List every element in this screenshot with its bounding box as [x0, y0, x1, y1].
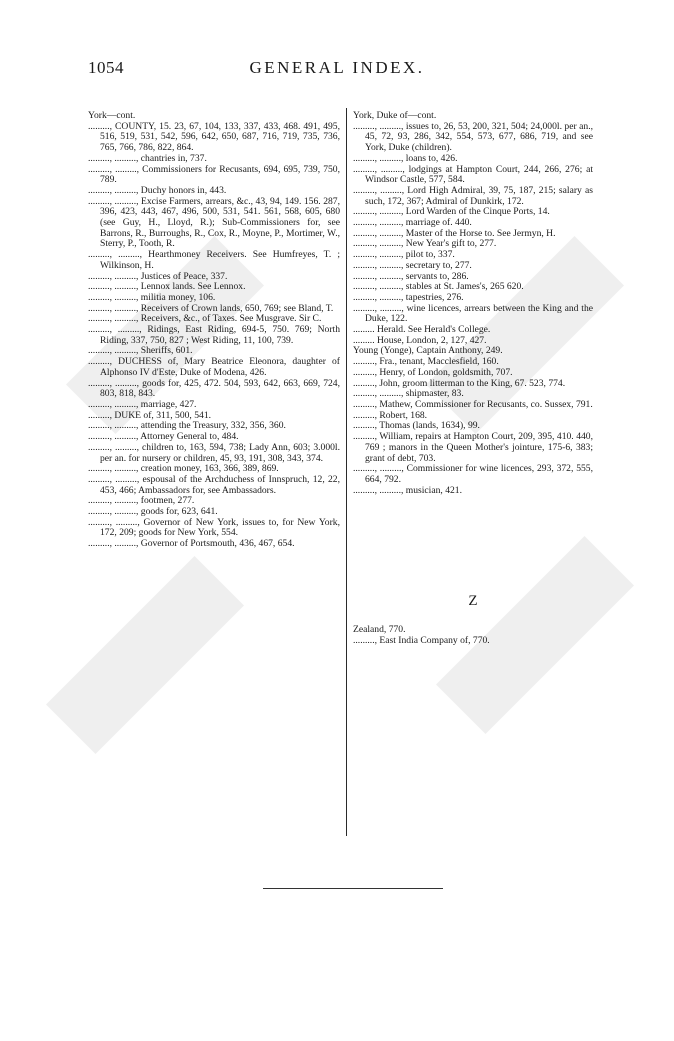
index-entry: ........., ........., marriage, 427. [88, 398, 197, 410]
index-column-right [353, 111, 593, 646]
index-entry: ........., William, repairs at Hampton Court, 209, 395, 410. 440, 769 ; manors in the Queen Mother's jointure, 175-6, 383; grant of debt, 703. [353, 431, 593, 464]
index-entry: ........., ........., Hearthmoney Receivers. See Humfreyes, T. ; Wilkinson, H. [88, 249, 340, 271]
index-entry: ........., ........., militia money, 106. [88, 291, 216, 303]
index-entry: ......... House, London, 2, 127, 427. [353, 334, 487, 346]
index-entry: ........., ........., stables at St. James's, 265 620. [353, 281, 524, 293]
index-entry: Young (Yonge), Captain Anthony, 249. [353, 345, 503, 357]
index-entry: ........., ........., Attorney General to, 484. [88, 431, 239, 443]
index-entry: ........., John, groom litterman to the King, 67. 523, 774. [353, 377, 566, 389]
index-column-left [88, 111, 340, 550]
index-entry: ........., ........., Justices of Peace, 337. [88, 270, 228, 282]
index-entry: ........., ........., Lord Warden of the Cinque Ports, 14. [353, 206, 550, 218]
index-entry: ........., ........., Receivers, &c., of Taxes. See Musgrave. Sir C. [88, 313, 322, 325]
index-entry: ........., ........., Commissioner for wine licences, 293, 372, 555, 664, 792. [353, 463, 593, 485]
index-entry: ........., ........., Governor of Portsmouth, 436, 467, 654. [88, 538, 295, 550]
index-entry: ........., ........., Ridings, East Riding, 694-5, 750. 769; North Riding, 337, 750, 827 ; West Riding, 11, 100, 739. [88, 324, 340, 346]
page-header [88, 58, 586, 82]
column-divider [346, 108, 347, 836]
index-entry: ........., ........., children to, 163, 594, 738; Lady Ann, 603; 3.000l. per an. for nursery or children, 45, 93, 191, 308, 343, 374. [88, 441, 340, 464]
index-entry: York—cont. [88, 110, 136, 121]
index-entry: ........., ........., creation money, 163, 366, 389, 869. [88, 463, 279, 475]
index-entry: ........., ........., chantries in, 737. [88, 152, 207, 164]
index-entry: ........., Fra., tenant, Macclesfield, 160. [353, 356, 499, 368]
index-entry: ........., ........., loans to, 426. [353, 152, 458, 164]
index-entry: ........., ........., secretary to, 277. [353, 259, 472, 271]
index-entry: ........., ........., goods for, 425, 472. 504, 593, 642, 663, 669, 724, 803, 818, 843. [88, 377, 340, 400]
index-entry: ........., ........., Lord High Admiral, 39, 75, 187, 215; salary as such, 172, 367; Admiral of Dunkirk, 172. [353, 184, 593, 207]
index-entry: ........., ........., Receivers of Crown lands, 650, 769; see Bland, T. [88, 302, 334, 314]
end-rule [263, 888, 443, 889]
index-entry: ........., ........., pilot to, 337. [353, 249, 455, 261]
index-entry: ........., ........., Governor of New York, issues to, for New York, 172, 209; goods for New York, 554. [88, 516, 340, 539]
index-entry: ........., ........., lodgings at Hampton Court, 244, 266, 276; at Windsor Castle, 577, 584. [353, 163, 593, 186]
index-entry: ........., Robert, 168. [353, 409, 428, 421]
index-entry: ........., COUNTY, 15. 23, 67, 104, 133, 337, 433, 468. 491, 495, 516, 519, 531, 542, 596, 642, 650, 687, 716, 719, 735, 736, 765, 766, 786, 822, 864. [88, 120, 340, 154]
index-entry: ........., ........., espousal of the Archduchess of Innspruch, 12, 22, 453, 466; Ambassadors for, see Ambassadors. [88, 473, 340, 496]
index-entry: ........., Mathew, Commissioner for Recusants, co. Sussex, 791. [353, 398, 593, 410]
watermark-band [46, 556, 244, 754]
index-entry: ........., ........., wine licences, arrears between the King and the Duke, 122. [353, 302, 593, 325]
index-entry: ........., ........., Lennox lands. See Lennox. [88, 281, 246, 293]
index-entry: ........., ........., musician, 421. [353, 484, 462, 496]
index-entry: ........., ........., New Year's gift to, 277. [353, 238, 497, 250]
index-entry: ........., ........., shipmaster, 83. [353, 388, 464, 400]
index-entry: ........., East India Company of, 770. [353, 634, 490, 646]
index-entry: ........., Thomas (lands, 1634), 99. [353, 420, 480, 432]
page-number: 1054 [88, 58, 124, 77]
index-entry: ........., ........., footmen, 277. [88, 495, 195, 507]
index-entry: ........., ........., Duchy honors in, 443. [88, 184, 227, 196]
section-letter-z: Z [468, 593, 478, 610]
index-entry: York, Duke of—cont. [353, 110, 437, 121]
index-entry: ........., Henry, of London, goldsmith, 707. [353, 366, 513, 378]
index-entry: ........., ........., Commissioners for Recusants, 694, 695, 739, 750, 789. [88, 163, 340, 186]
index-entry: ........., ........., servants to, 286. [353, 270, 469, 282]
index-entry: ........., ........., attending the Treasury, 332, 356, 360. [88, 420, 286, 432]
index-entry: ........., ........., Master of the Horse to. See Jermyn, H. [353, 227, 556, 239]
index-entry: ........., ........., Excise Farmers, arrears, &c., 43, 94, 149. 156. 287, 396, 423, 443, 467, 496, 500, 531, 541. 561, 568, 605, 680 (see Guy, H., Lloyd, R.); Sub-Commissioners for, see Barrons, R., Burroughs, R., Cox, R., Moyne, P., Mortimer, W., Sterry, P., Tooth, R. [88, 195, 340, 250]
index-entry: ........., ........., issues to, 26, 53, 200, 321, 504; 24,000l. per an., 45, 72, 93, 286, 342, 554, 573, 677, 686, 719, and see York, Duke (children). [353, 120, 593, 154]
index-entry: ........., ........., goods for, 623, 641. [88, 506, 218, 518]
index-entry: Zealand, 770. [353, 624, 406, 636]
page-title: GENERAL INDEX. [249, 58, 425, 77]
index-entry: ........., ........., Sheriffs, 601. [88, 345, 193, 357]
index-entry: ........., DUKE of, 311, 500, 541. [88, 409, 212, 421]
index-entry: ......... Herald. See Herald's College. [353, 324, 491, 336]
index-entry: ........., ........., marriage of. 440. [353, 217, 472, 229]
index-entry: ........., DUCHESS of, Mary Beatrice Eleonora, daughter of Alphonso IV d'Este, Duke of Modena, 426. [88, 356, 340, 378]
index-entry: ........., ........., tapestries, 276. [353, 291, 464, 303]
